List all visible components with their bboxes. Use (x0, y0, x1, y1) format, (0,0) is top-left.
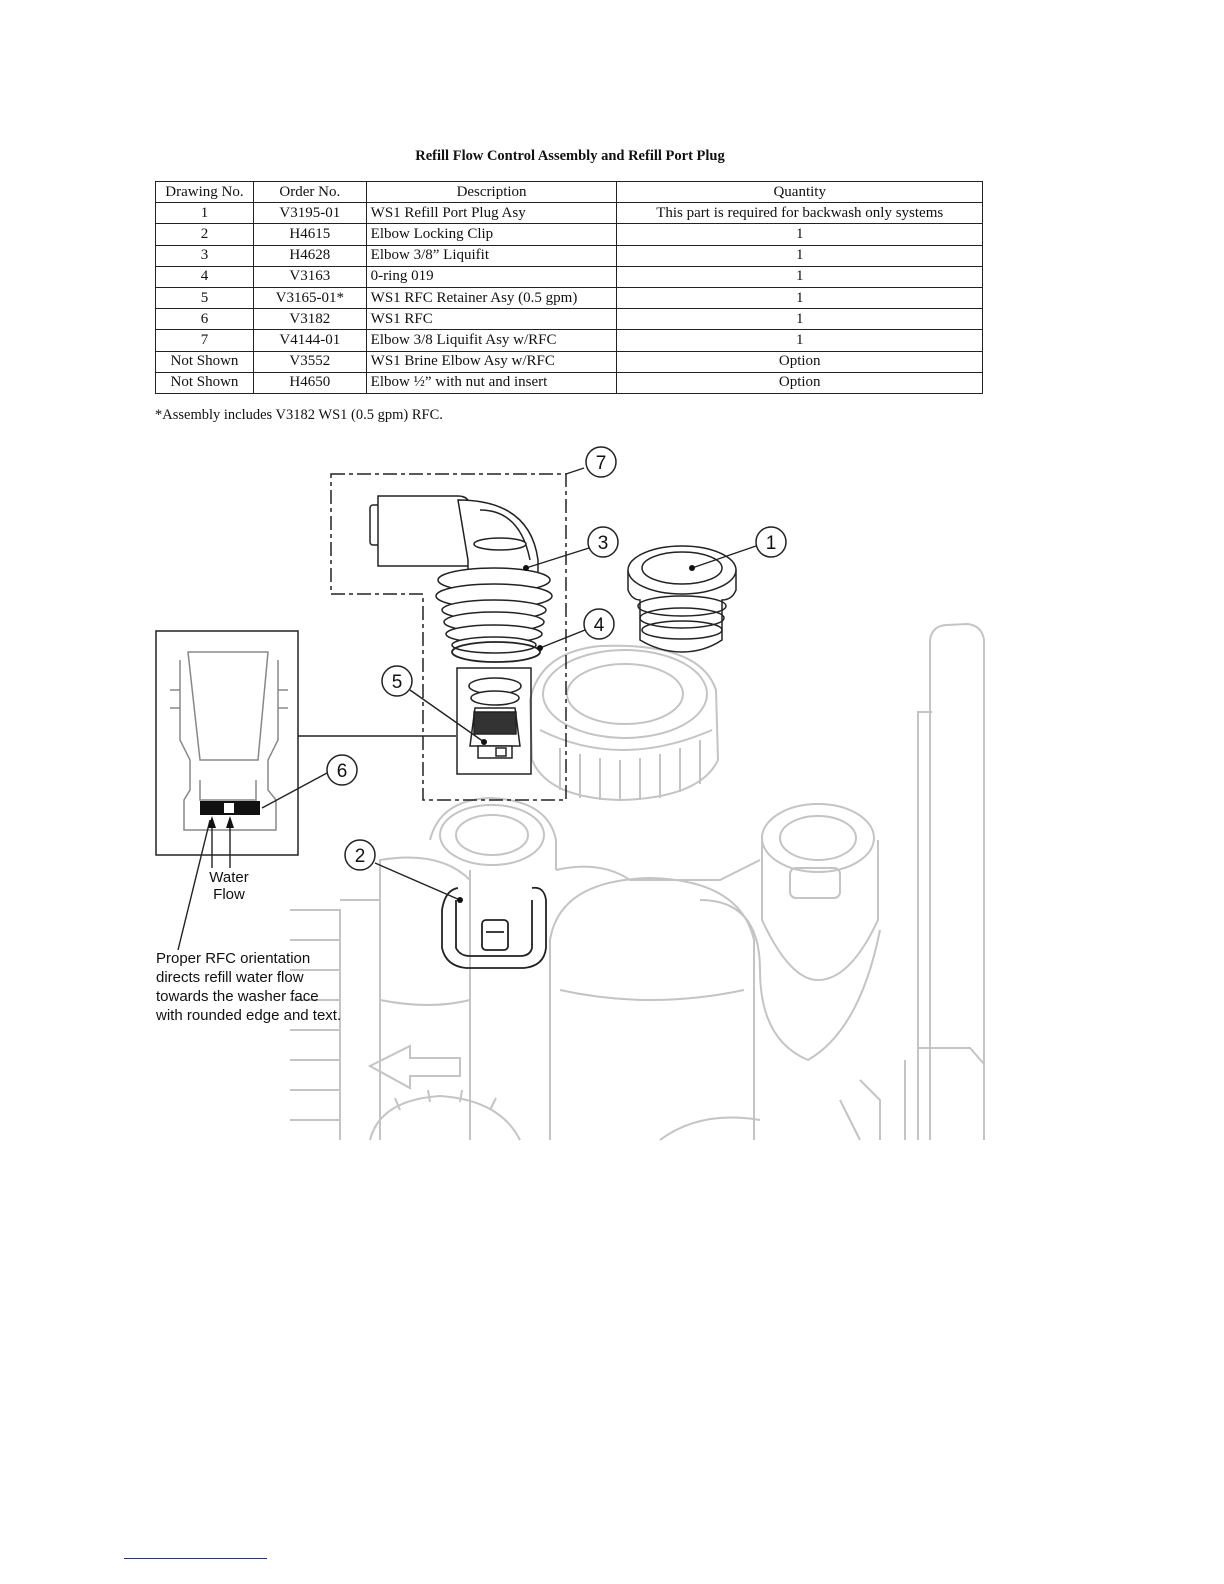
cell-order-no: H4650 (253, 372, 366, 393)
cell-description: 0-ring 019 (366, 266, 617, 287)
cell-quantity: 1 (617, 266, 983, 287)
cell-quantity: Option (617, 351, 983, 372)
cell-quantity: Option (617, 372, 983, 393)
cell-description: WS1 RFC Retainer Asy (0.5 gpm) (366, 287, 617, 308)
cell-order-no: H4615 (253, 224, 366, 245)
orientation-note-line-4: with rounded edge and text. (156, 1007, 342, 1024)
cell-description: Elbow ½” with nut and insert (366, 372, 617, 393)
header-order-no: Order No. (253, 182, 366, 203)
cell-drawing-no: 7 (156, 330, 254, 351)
cell-order-no: V3195-01 (253, 203, 366, 224)
callout-6 (327, 755, 357, 785)
cell-drawing-no: Not Shown (156, 372, 254, 393)
cell-quantity: 1 (617, 287, 983, 308)
svg-text:2: 2 (354, 846, 366, 867)
cell-description: Elbow 3/8” Liquifit (366, 245, 617, 266)
cell-order-no: V3163 (253, 266, 366, 287)
svg-text:4: 4 (593, 615, 605, 636)
cell-order-no: V3165-01* (253, 287, 366, 308)
rfc-detail-inset (156, 631, 298, 855)
cell-order-no: H4628 (253, 245, 366, 266)
callout-3 (588, 527, 618, 557)
table-footnote: *Assembly includes V3182 WS1 (0.5 gpm) RFC. (155, 407, 443, 423)
cell-drawing-no: 5 (156, 287, 254, 308)
callout-5 (382, 666, 412, 696)
header-drawing-no: Drawing No. (156, 182, 254, 203)
water-flow-label-line-1: Water (209, 869, 249, 886)
cell-order-no: V3182 (253, 309, 366, 330)
elbow-liquifit-part (370, 496, 552, 653)
svg-text:6: 6 (336, 761, 348, 782)
cell-quantity: 1 (617, 330, 983, 351)
cell-drawing-no: 3 (156, 245, 254, 266)
svg-text:3: 3 (597, 533, 609, 554)
cell-quantity: This part is required for backwash only systems (617, 203, 983, 224)
water-flow-label-line-2: Flow (213, 886, 245, 903)
cell-drawing-no: 1 (156, 203, 254, 224)
cell-description: Elbow Locking Clip (366, 224, 617, 245)
cell-description: WS1 Refill Port Plug Asy (366, 203, 617, 224)
cell-description: Elbow 3/8 Liquifit Asy w/RFC (366, 330, 617, 351)
table-title: Refill Flow Control Assembly and Refill Port Plug (415, 148, 725, 164)
cell-description: WS1 RFC (366, 309, 617, 330)
cell-drawing-no: Not Shown (156, 351, 254, 372)
cell-drawing-no: 4 (156, 266, 254, 287)
refill-port-plug-part (628, 546, 736, 652)
cell-quantity: 1 (617, 224, 983, 245)
cell-drawing-no: 2 (156, 224, 254, 245)
svg-text:7: 7 (595, 453, 607, 474)
footnote-separator-rule (124, 1558, 267, 1559)
valve-body-background (290, 624, 984, 1140)
cell-quantity: 1 (617, 245, 983, 266)
orientation-note-line-2: directs refill water flow (156, 969, 304, 986)
callout-4 (584, 609, 614, 639)
rfc-retainer-part (457, 668, 531, 774)
cell-description: WS1 Brine Elbow Asy w/RFC (366, 351, 617, 372)
header-description: Description (366, 182, 617, 203)
callout-7 (586, 447, 616, 477)
callout-2 (345, 840, 375, 870)
cell-quantity: 1 (617, 309, 983, 330)
cell-drawing-no: 6 (156, 309, 254, 330)
cell-order-no: V3552 (253, 351, 366, 372)
orientation-note-line-3: towards the washer face (156, 988, 319, 1005)
orientation-note-line-1: Proper RFC orientation (156, 950, 311, 967)
callout-1 (756, 527, 786, 557)
header-quantity: Quantity (617, 182, 983, 203)
svg-text:1: 1 (765, 533, 777, 554)
cell-order-no: V4144-01 (253, 330, 366, 351)
svg-text:5: 5 (391, 672, 403, 693)
